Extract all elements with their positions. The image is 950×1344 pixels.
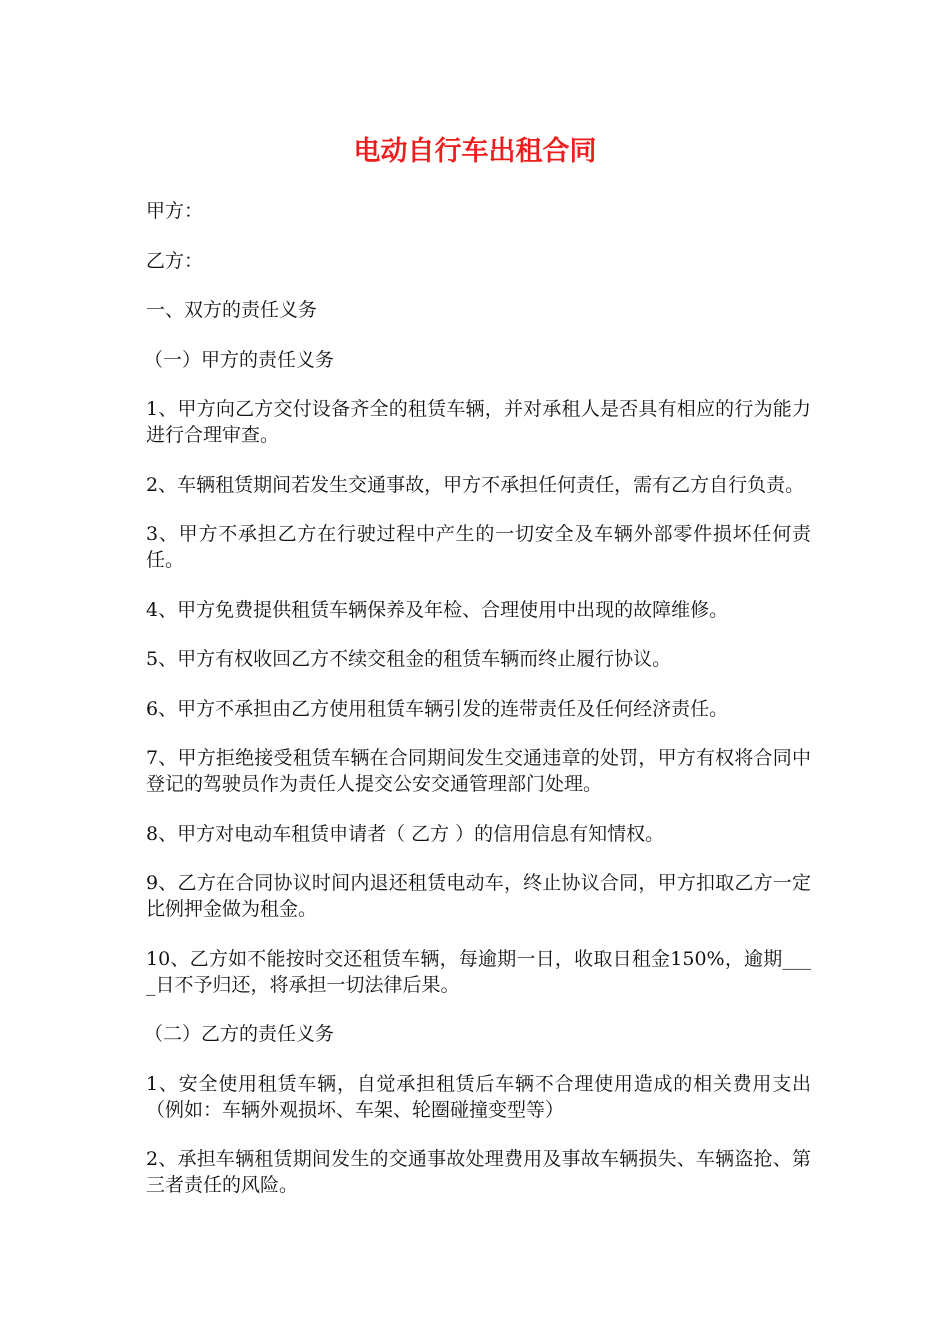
- clause-a-10: 10、乙方如不能按时交还租赁车辆，每逾期一日，收取日租金150%，逾期____日不予归还，将承担一切法律后果。: [146, 947, 811, 996]
- clause-b-1: 1、安全使用租赁车辆，自觉承担租赁后车辆不合理使用造成的相关费用支出（例如：车辆外观损坏、车架、轮圈碰撞变型等）: [146, 1072, 811, 1121]
- clause-a-5: 5、甲方有权收回乙方不续交租金的租赁车辆而终止履行协议。: [146, 648, 672, 670]
- subsection-heading-b: （二）乙方的责任义务: [144, 1023, 335, 1045]
- document-title: 电动自行车出租合同: [353, 136, 597, 167]
- section-heading-1: 一、双方的责任义务: [146, 299, 318, 321]
- clause-a-7: 7、甲方拒绝接受租赁车辆在合同期间发生交通违章的处罚，甲方有权将合同中登记的驾驶员作为责任人提交公安交通管理部门处理。: [146, 747, 811, 795]
- clause-b-2: 2、承担车辆租赁期间发生的交通事故处理费用及事故车辆损失、车辆盗抢、第三者责任的风险。: [146, 1148, 811, 1196]
- party-a-line: 甲方：: [146, 200, 204, 222]
- party-b-line: 乙方：: [146, 249, 204, 272]
- document-body: [146, 198, 811, 1222]
- clause-a-4: 4、甲方免费提供租赁车辆保养及年检、合理使用中出现的故障维修。: [146, 598, 729, 621]
- subsection-heading-a: （一）甲方的责任义务: [144, 348, 335, 371]
- clause-a-3: 3、甲方不承担乙方在行驶过程中产生的一切安全及车辆外部零件损坏任何责任。: [146, 523, 811, 571]
- clause-a-1: 1、甲方向乙方交付设备齐全的租赁车辆，并对承租人是否具有相应的行为能力进行合理审查。: [146, 398, 811, 446]
- clause-a-9: 9、乙方在合同协议时间内退还租赁电动车，终止协议合同，甲方扣取乙方一定比例押金做为租金。: [146, 872, 811, 920]
- clause-a-2: 2、车辆租赁期间若发生交通事故，甲方不承担任何责任，需有乙方自行负责。: [146, 473, 805, 496]
- clause-a-8: 8、甲方对电动车租赁申请者（ 乙方 ）的信用信息有知情权。: [146, 822, 665, 845]
- clause-a-6: 6、甲方不承担由乙方使用租赁车辆引发的连带责任及任何经济责任。: [146, 697, 729, 720]
